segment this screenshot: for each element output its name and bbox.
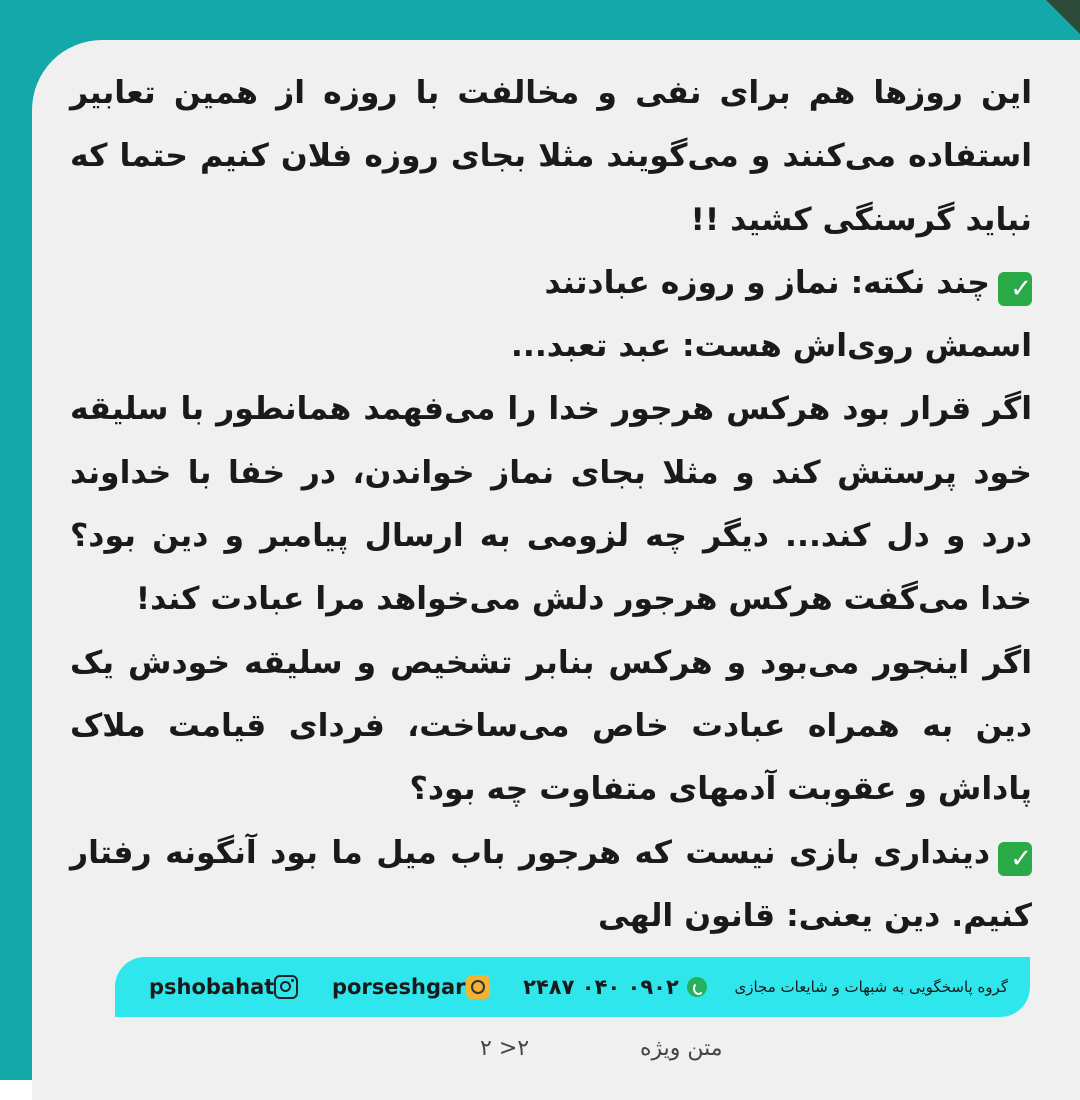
paragraph-argument: اگر قرار بود هرکس هرجور خدا را می‌فهمد همانطور با سلیقه خود پرستش کند و مثلا بجای نماز خواندن، در خفا با خداوند درد و دل کند... دیگر چه لزومی به ارسال پیامبر و دین بود؟ خدا می‌گفت هرکس هرجور دلش می‌خواهد مرا عبادت کند! xyxy=(70,391,1032,618)
paragraph-note-heading xyxy=(70,252,1032,315)
instagram-link[interactable] xyxy=(149,975,304,999)
paragraph-intro: این روزها هم برای نفی و مخالفت با روزه از همین تعابیر استفاده می‌کنند و می‌گویند مثلا بجای روزه فلان کنیم حتما که نباید گرسنگی کشید !! xyxy=(70,75,1032,238)
whatsapp-contact[interactable] xyxy=(523,975,707,999)
instagram-icon xyxy=(274,975,298,999)
footer-bar xyxy=(115,957,1030,1017)
corner-triangle xyxy=(1046,0,1080,34)
paragraph-name: اسمش روی‌اش هست: عبد تعبد... xyxy=(510,328,1032,365)
main-text xyxy=(70,62,1032,948)
porseshgar-link[interactable] xyxy=(332,975,496,999)
paragraph-conclusion xyxy=(70,822,1032,949)
check-mark-icon: ✓ xyxy=(998,842,1032,876)
paragraph-question: اگر اینجور می‌بود و هرکس بنابر تشخیص و سلیقه خودش یک دین به همراه عبادت خاص می‌ساخت، فردای قیامت ملاک پاداش و عقوبت آدمهای متفاوت چه بود؟ xyxy=(70,644,1032,808)
check-mark-icon: ✓ xyxy=(998,272,1032,306)
phone-number: ۰۹۰۲ ۰۴۰ ۲۴۸۷ xyxy=(523,975,679,999)
whatsapp-icon xyxy=(687,977,707,997)
page-indicator: ۲< ۲ xyxy=(480,1036,530,1061)
porseshgar-handle: porseshgar xyxy=(331,975,466,999)
special-text-label: متن ویژه xyxy=(640,1036,723,1061)
channel-icon xyxy=(466,975,490,999)
conclusion-text: دینداری بازی نیست که هرجور باب میل ما بود آنگونه رفتار کنیم. دین یعنی: قانون الهی xyxy=(70,834,1032,934)
note-heading-text: چند نکته: نماز و روزه عبادتند xyxy=(544,264,990,301)
instagram-handle: pshobahat xyxy=(149,975,275,999)
group-description: گروه پاسخگویی به شبهات و شایعات مجازی xyxy=(734,978,1008,996)
